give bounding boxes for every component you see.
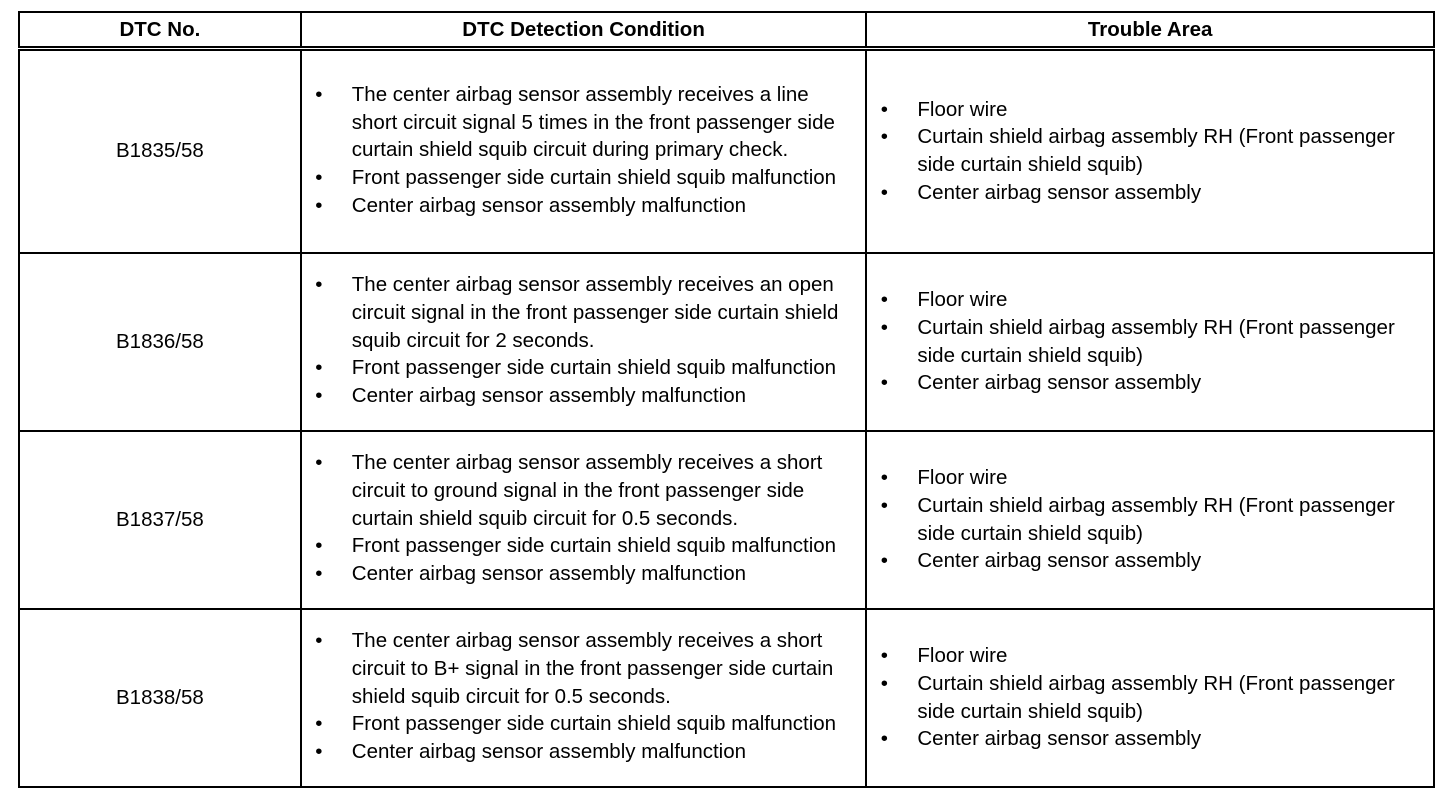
trouble-area-cell xyxy=(866,609,1434,787)
bullet: • xyxy=(315,384,323,408)
dtc-code: B1835/58 xyxy=(19,49,301,253)
trouble-area-item xyxy=(880,96,1425,124)
condition-text: The center airbag sensor assembly receives a short circuit to B+ signal in the front passenger side curtain shield squib circuit for 0.5 seconds. xyxy=(351,629,834,708)
dtc-code: B1836/58 xyxy=(19,253,301,431)
header-row xyxy=(19,12,1434,49)
trouble-area-text: Curtain shield airbag assembly RH (Front passenger side curtain shield squib) xyxy=(917,315,1395,367)
condition-list xyxy=(302,270,866,413)
condition-item xyxy=(315,382,858,410)
condition-text: Front passenger side curtain shield squib malfunction xyxy=(351,166,837,190)
trouble-area-text: Center airbag sensor assembly xyxy=(917,371,1202,395)
bullet: • xyxy=(315,356,323,380)
detection-condition-cell xyxy=(301,253,867,431)
trouble-area-item xyxy=(880,179,1425,207)
bullet: • xyxy=(880,671,888,695)
table-header xyxy=(19,12,1434,49)
trouble-area-text: Center airbag sensor assembly xyxy=(917,727,1202,751)
trouble-area-item xyxy=(880,369,1425,397)
condition-text: Front passenger side curtain shield squib malfunction xyxy=(351,356,837,380)
dtc-table xyxy=(18,11,1435,788)
condition-item xyxy=(315,164,858,192)
trouble-area-cell xyxy=(866,431,1434,609)
trouble-area-text: Center airbag sensor assembly xyxy=(917,181,1202,205)
trouble-area-list xyxy=(867,642,1433,753)
trouble-area-text: Center airbag sensor assembly xyxy=(917,549,1202,573)
bullet: • xyxy=(315,451,323,474)
trouble-area-item xyxy=(880,670,1425,726)
bullet: • xyxy=(315,562,323,586)
trouble-area-text: Curtain shield airbag assembly RH (Front passenger side curtain shield squib) xyxy=(917,671,1395,723)
trouble-area-item xyxy=(880,492,1425,548)
trouble-area-cell xyxy=(866,253,1434,431)
trouble-area-cell xyxy=(866,49,1434,253)
condition-text: Center airbag sensor assembly malfunction xyxy=(351,384,747,408)
table-row xyxy=(19,253,1434,431)
condition-item xyxy=(315,560,858,588)
trouble-area-text: Floor wire xyxy=(917,465,1008,489)
condition-text: The center airbag sensor assembly receives a short circuit to ground signal in the front passenger side curtain shield squib circuit for 0.5 seconds. xyxy=(351,451,823,530)
bullet: • xyxy=(315,166,323,190)
table-body xyxy=(19,49,1434,787)
condition-item xyxy=(315,710,858,738)
condition-item xyxy=(315,81,858,164)
trouble-area-item xyxy=(880,314,1425,370)
condition-item xyxy=(315,192,858,220)
detection-condition-cell xyxy=(301,49,867,253)
bullet: • xyxy=(880,287,888,311)
bullet: • xyxy=(880,181,888,205)
condition-text: Center airbag sensor assembly malfunction xyxy=(351,740,747,764)
dtc-code: B1837/58 xyxy=(19,431,301,609)
header-dtc-no: DTC No. xyxy=(19,12,301,49)
detection-condition-cell xyxy=(301,609,867,787)
bullet: • xyxy=(880,315,888,339)
trouble-area-item xyxy=(880,464,1425,492)
bullet: • xyxy=(880,125,888,149)
bullet: • xyxy=(315,273,323,296)
condition-item xyxy=(315,738,858,766)
bullet: • xyxy=(315,740,323,764)
trouble-area-item xyxy=(880,286,1425,314)
trouble-area-text: Floor wire xyxy=(917,97,1008,121)
trouble-area-item xyxy=(880,725,1425,753)
bullet: • xyxy=(880,465,888,489)
condition-text: Front passenger side curtain shield squib malfunction xyxy=(351,534,837,558)
table-row xyxy=(19,431,1434,609)
condition-item xyxy=(315,271,858,354)
trouble-area-list xyxy=(867,464,1433,575)
bullet: • xyxy=(880,549,888,573)
bullet: • xyxy=(880,97,888,121)
dtc-code: B1838/58 xyxy=(19,609,301,787)
header-trouble-area: Trouble Area xyxy=(866,12,1434,49)
table-row xyxy=(19,49,1434,253)
header-detection-condition: DTC Detection Condition xyxy=(301,12,867,49)
bullet: • xyxy=(880,493,888,517)
bullet: • xyxy=(880,643,888,667)
bullet: • xyxy=(880,371,888,395)
trouble-area-item xyxy=(880,642,1425,670)
condition-list xyxy=(302,80,866,223)
detection-condition-cell xyxy=(301,431,867,609)
bullet: • xyxy=(315,712,323,736)
condition-list xyxy=(302,448,866,591)
trouble-area-text: Floor wire xyxy=(917,287,1008,311)
condition-text: Center airbag sensor assembly malfunction xyxy=(351,193,747,217)
trouble-area-text: Floor wire xyxy=(917,643,1008,667)
trouble-area-list xyxy=(867,286,1433,397)
condition-text: Center airbag sensor assembly malfunction xyxy=(351,562,747,586)
trouble-area-list xyxy=(867,96,1433,207)
trouble-area-item xyxy=(880,547,1425,575)
bullet: • xyxy=(880,727,888,751)
condition-text: The center airbag sensor assembly receives a line short circuit signal 5 times in the front passenger side curtain shield squib circuit during primary check. xyxy=(351,82,835,162)
bullet: • xyxy=(315,629,323,652)
table-row xyxy=(19,609,1434,787)
trouble-area-text: Curtain shield airbag assembly RH (Front passenger side curtain shield squib) xyxy=(917,125,1395,177)
bullet: • xyxy=(315,534,323,558)
trouble-area-item xyxy=(880,123,1425,179)
bullet: • xyxy=(315,82,323,106)
trouble-area-text: Curtain shield airbag assembly RH (Front passenger side curtain shield squib) xyxy=(917,493,1395,545)
condition-list xyxy=(302,626,866,769)
condition-item xyxy=(315,532,858,560)
condition-text: Front passenger side curtain shield squib malfunction xyxy=(351,712,837,736)
condition-item xyxy=(315,627,858,710)
condition-item xyxy=(315,354,858,382)
condition-item xyxy=(315,449,858,532)
condition-text: The center airbag sensor assembly receives an open circuit signal in the front passenger side curtain shield squib circuit for 2 seconds. xyxy=(351,273,839,352)
bullet: • xyxy=(315,193,323,217)
